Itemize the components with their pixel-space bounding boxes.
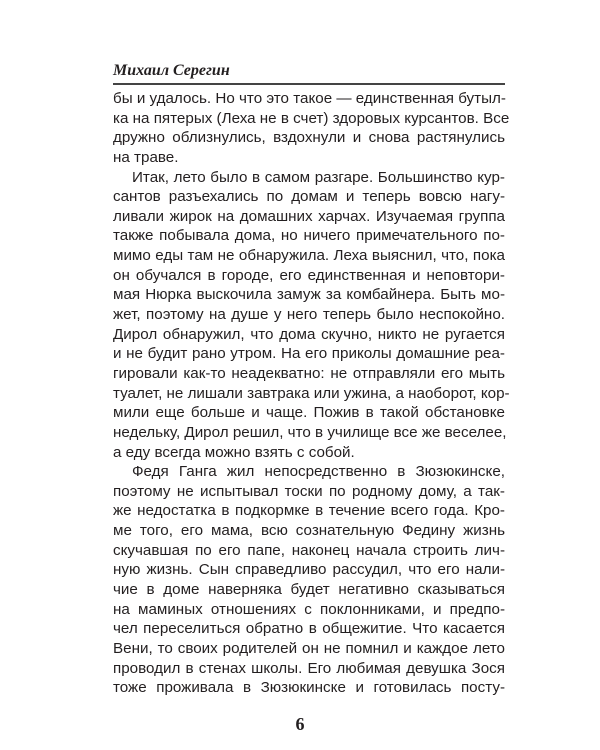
running-header (113, 62, 505, 80)
text-line: чел переселиться обратно в общежитие. Что касается (113, 620, 505, 638)
text-line: Итак, лето было в самом разгаре. Большинство кур- (132, 168, 505, 186)
text-line: скучавшая по его папе, наконец начала строить лич- (113, 541, 505, 559)
paragraph (113, 168, 510, 463)
text-line: Вени, то своих родителей он не помнил и каждое лето (113, 639, 505, 657)
text-line: Федя Ганга жил непосредственно в Зюзюкинске, (132, 463, 505, 481)
text-line: ка на пятерых (Леха не в счет) здоровых курсантов. Все (113, 109, 510, 127)
text-line: мая Нюрка выскочила замуж за комбайнера. Быть мо- (113, 286, 505, 304)
text-line: ливали жирок на домашних харчах. Изучаемая группа (113, 207, 505, 225)
text-line: сантов разъехались по домам и теперь вовсю нагу- (113, 188, 505, 206)
text-line: ную жизнь. Сын справедливо рассудил, что его нали- (113, 561, 505, 579)
text-line: мили еще больше и чаще. Пожив в такой обстановке (113, 404, 505, 422)
text-line: на траве. (113, 148, 179, 166)
text-line: недельку, Дирол решил, что в училище все же веселее, (113, 423, 507, 441)
paragraph (113, 89, 510, 168)
paragraph (113, 462, 505, 698)
text-line: тоже проживала в Зюзюкинске и готовилась посту- (113, 679, 505, 697)
text-line: проводил в стенах школы. Его любимая девушка Зося (113, 659, 505, 677)
text-line: туалет, не лишали завтрака или ужина, а наоборот, кор- (113, 384, 510, 402)
text-line: Дирол обнаружил, что дома скучно, никто не ругается (113, 325, 505, 343)
text-line: же недостатка в подкормке в течение всего года. Кро- (113, 502, 505, 520)
text-line: гировали как-то неадекватно: не отправляли его мыть (113, 364, 505, 382)
text-line: мимо еды там не обнаружила. Леха выяснил, что, пока (113, 247, 505, 265)
header-rule (113, 83, 505, 85)
text-line: ме того, его мама, всю сознательную Федину жизнь (113, 522, 505, 540)
text-line: на маминых отношениях с поклонниками, и предпо- (113, 600, 505, 618)
page-number: 6 (295, 714, 305, 734)
text-line: бы и удалось. Но что это такое — единственная бутыл- (113, 90, 506, 107)
text-line: чие в доме наверняка будет негативно сказываться (113, 581, 505, 599)
text-line: и не будит рано утром. На его приколы домашние реа- (113, 345, 505, 363)
author-name: Михаил Серегин (113, 62, 230, 79)
text-line: поэтому не испытывал тоски по родному дому, а так- (113, 482, 505, 500)
page-body-text (113, 89, 510, 698)
text-line: дружно облизнулись, вздохнули и снова растянулись (113, 129, 505, 147)
text-line: также побывала дома, но ничего примечательного по- (113, 227, 505, 245)
text-line: а еду всегда можно взять с собой. (113, 443, 355, 461)
text-line: он обучался в городе, его единственная и неповтори- (113, 266, 505, 284)
text-line: жет, поэтому на душе у него теперь было неспокойно. (113, 306, 505, 324)
